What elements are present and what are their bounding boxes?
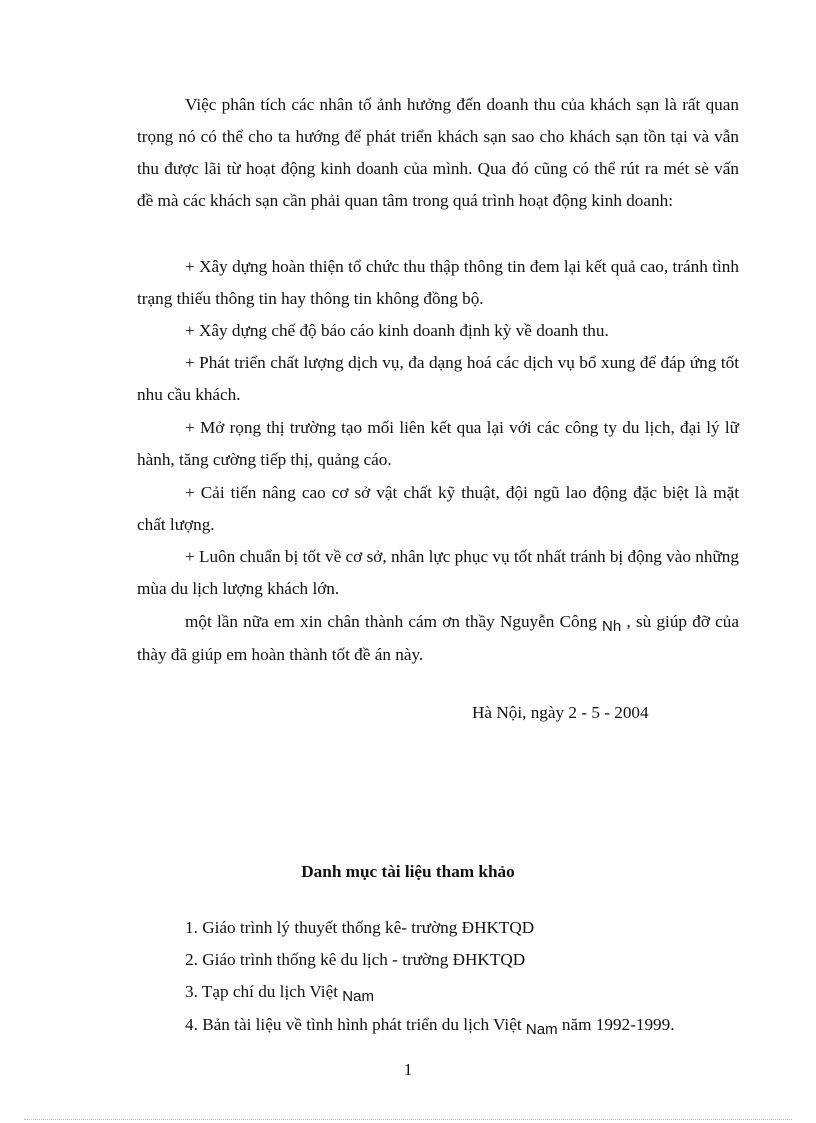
recommendation-text: + Phát triển chất lượng dịch vụ, đa dạng hoá các dịch vụ bổ xung để đáp ứng tốt nhu cầu khách. [137, 353, 739, 404]
recommendation-4 [137, 412, 739, 476]
references-list [185, 912, 675, 1042]
recommendation-text: + Mở rọng thị trường tạo mối liên kết qua lại với các công ty du lịch, đại lý lữ hành, tăng cường tiếp thị, quảng cáo. [137, 418, 739, 469]
reference-text: 4. Bản tài liệu về tình hình phát triển du lịch Việt [185, 1015, 526, 1034]
signature-date: Hà Nội, ngày 2 - 5 - 2004 [472, 703, 649, 722]
thanks-text-end: , sù giúp đỡ của thày đã giúp em hoàn thành tốt đề án này. [137, 612, 739, 664]
recommendation-6 [137, 541, 739, 605]
reference-country: Nam [525, 1021, 558, 1038]
recommendation-text: + Xây dựng hoàn thiện tổ chức thu thập thông tin đem lại kết quả cao, tránh tình trạng thiếu thông tin hay thông tin không đồng bộ. [137, 257, 739, 308]
reference-text: 3. Tạp chí du lịch Việt [185, 982, 343, 1001]
reference-item [185, 1009, 675, 1042]
reference-item: 2. Giáo trình thống kê du lịch - trường ĐHKTQD [185, 950, 526, 969]
intro-paragraph [137, 89, 739, 217]
thanks-name-part: Nh [602, 618, 622, 635]
reference-text-end: năm 1992-1999. [557, 1015, 675, 1034]
recommendation-text: + Luôn chuẩn bị tốt về cơ sở, nhân lực phục vụ tốt nhất tránh bị động vào những mùa du lịch lượng khách lớn. [137, 547, 739, 598]
recommendation-text: + Xây dựng chế độ báo cáo kinh doanh định kỳ về doanh thu. [185, 321, 609, 340]
reference-item [185, 976, 675, 1009]
footer-divider [24, 1119, 792, 1120]
recommendation-5 [137, 477, 739, 541]
thanks-text: một lần nữa em xin chân thành cám ơn thầy Nguyễn Công [185, 612, 603, 631]
recommendation-text: + Cải tiến nâng cao cơ sở vật chất kỹ thuật, đội ngũ lao động đặc biệt là mặt chất lượng. [137, 483, 739, 534]
recommendation-2 [137, 315, 739, 347]
page-number: 1 [403, 1060, 413, 1079]
reference-item: 1. Giáo trình lý thuyết thống kê- trường ĐHKTQD [185, 918, 535, 937]
intro-text: Việc phân tích các nhân tố ảnh hưởng đến doanh thu của khách sạn là rất quan trọng nó có thể cho ta hướng để phát triển khách sạn sao cho khách sạn tồn tại và vẫn thu được lãi từ hoạt động kinh doanh của mình. Qua đó cũng có thể rút ra mét sè vấn đề mà các khách sạn cần phải quan tâm trong quá trình hoạt động kinh doanh: [137, 95, 739, 210]
thanks-paragraph [137, 606, 739, 671]
references-heading: Danh mục tài liệu tham khảo [301, 862, 515, 881]
reference-country: Nam [342, 988, 374, 1005]
recommendation-1 [137, 251, 739, 315]
recommendation-3 [137, 347, 739, 411]
